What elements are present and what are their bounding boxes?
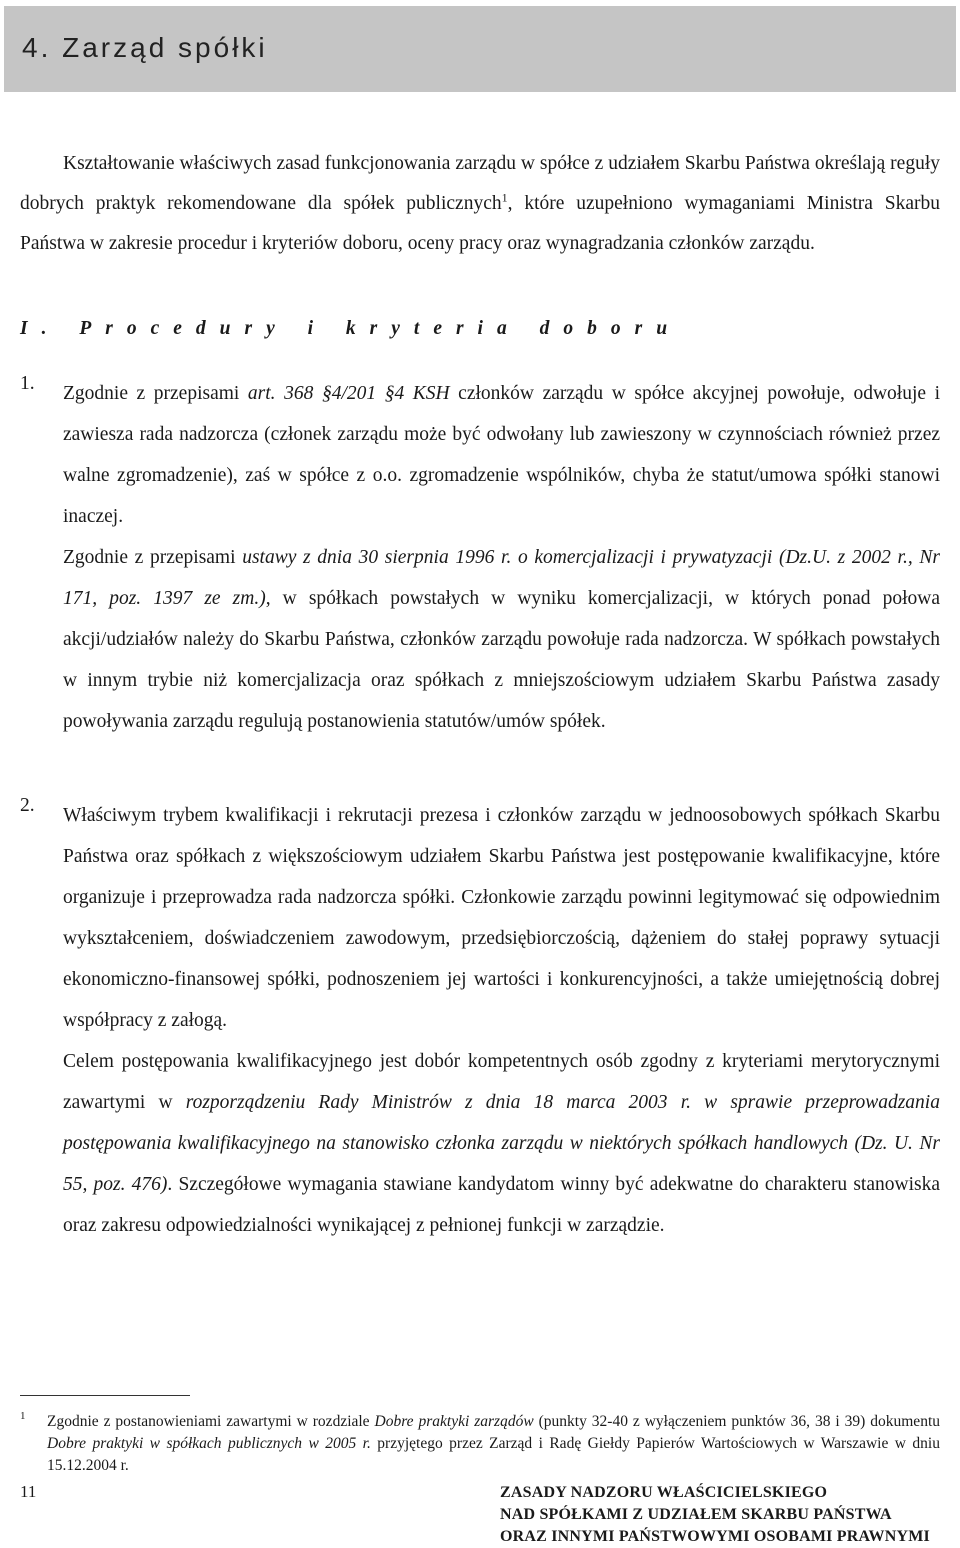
- numbered-item-2: [20, 795, 940, 1246]
- publication-title: [500, 1482, 950, 1548]
- legal-reference: rozporządzeniu Rady Ministrów z dnia 18 marca 2003 r. w sprawie przeprowadzania postępowania kwalifikacyjnego na stanowisko członka zarządu w niektórych spółkach handlowych (Dz. U. Nr 55, poz. 476): [63, 1092, 940, 1195]
- item-number: 2.: [20, 795, 35, 816]
- footnote: [20, 1411, 940, 1477]
- publication-line-1: ZASADY NADZORU WŁAŚCICIELSKIEGO: [500, 1484, 828, 1501]
- footnote-title-1: Dobre praktyki zarządów: [374, 1413, 534, 1430]
- footnote-text-a: Zgodnie z postanowieniami zawartymi w rozdziale: [47, 1413, 375, 1430]
- footnote-text-c: przyjętego przez Zarząd i Radę Giełdy Papierów Wartościowych w Warszawie w dniu 15.12.2004 r.: [47, 1435, 940, 1474]
- item1-paragraph-1: [63, 373, 940, 537]
- section-title: I. Procedury i kryteria doboru: [20, 318, 682, 339]
- legal-reference: ustawy z dnia 30 sierpnia 1996 r. o komercjalizacji i prywatyzacji (Dz.U. z 2002 r., Nr 171, poz. 1397 ze zm.): [63, 547, 940, 609]
- footnote-text-b: (punkty 32-40 z wyłączeniem punktów 36, 38 i 39) dokumentu: [533, 1413, 940, 1430]
- page-number: 11: [20, 1482, 37, 1501]
- item1-p1-text-a: Zgodnie z przepisami: [63, 383, 248, 404]
- item1-p2-text-a: Zgodnie z przepisami: [63, 547, 243, 568]
- intro-paragraph: [20, 144, 940, 264]
- publication-line-2: NAD SPÓŁKAMI Z UDZIAŁEM SKARBU PAŃSTWA: [500, 1506, 892, 1523]
- numbered-item-1: [20, 373, 940, 742]
- footnote-mark: 1: [20, 1410, 26, 1422]
- intro-text-a: Kształtowanie właściwych zasad funkcjonowania zarządu w spółce z udziałem Skarbu Państwa określają reguły dobrych praktyk rekomendowane dla spółek publicznych: [20, 153, 940, 214]
- publication-line-3: ORAZ INNYMI PAŃSTWOWYMI OSOBAMI PRAWNYMI: [500, 1528, 930, 1545]
- item2-paragraph-2: [63, 1041, 940, 1246]
- item2-p2-text-b: . Szczegółowe wymagania stawiane kandydatom winny być adekwatne do charakteru stanowiska oraz zakresu odpowiedzialności wynikającej z pełnionej funkcji w zarządzie.: [63, 1174, 940, 1236]
- footnote-title-2: Dobre praktyki w spółkach publicznych w 2005 r.: [47, 1435, 371, 1452]
- item-number: 1.: [20, 373, 35, 394]
- item2-paragraph-1: Właściwym trybem kwalifikacji i rekrutacji prezesa i członków zarządu w jednoosobowych spółkach Skarbu Państwa oraz spółkach z większościowym udziałem Skarbu Państwa jest postępowanie kwalifikacyjne, które organizuje i przeprowadza rada nadzorcza spółki. Członkowie zarządu powinni legitymować się odpowiednim wykształceniem, doświadczeniem zawodowym, przedsiębiorczością, dążeniem do stałej poprawy sytuacji ekonomiczno-finansowej spółki, podnoszeniem jej wartości i konkurencyjności, a także umiejętnością dobrej współpracy z załogą.: [63, 805, 940, 1031]
- footnote-divider: [20, 1395, 190, 1396]
- item1-paragraph-2: [63, 537, 940, 742]
- chapter-heading-bar: [4, 6, 956, 92]
- intro-text-b: , które uzupełniono wymaganiami Ministra Skarbu Państwa w zakresie procedur i kryteriów doboru, oceny pracy oraz wynagradzania członków zarządu.: [20, 193, 940, 254]
- item1-p1-text-b: członków zarządu w spółce akcyjnej powołuje, odwołuje i zawiesza rada nadzorcza (członek zarządu może być odwołany lub zawieszony w czynnościach również przez walne zgromadzenie), zaś w spółce z o.o. zgromadzenie wspólników, chyba że statut/umowa spółki stanowi inaczej.: [63, 383, 941, 527]
- footnote-ref[interactable]: 1: [501, 190, 508, 205]
- legal-reference: art. 368 §4/201 §4 KSH: [247, 383, 450, 404]
- item1-p2-text-b: , w spółkach powstałych w wyniku komercjalizacji, w których ponad połowa akcji/udziałów należy do Skarbu Państwa, członków zarządu powołuje rada nadzorcza. W spółkach powstałych w innym trybie niż komercjalizacja oraz spółkach z mniejszościowym udziałem Skarbu Państwa zasady powoływania zarządu regulują postanowienia statutów/umów spółek.: [63, 588, 941, 732]
- chapter-heading: 4. Zarząd spółki: [22, 32, 268, 63]
- item2-p2-text-a: Celem postępowania kwalifikacyjnego jest dobór kompetentnych osób zgodny z kryteriami merytorycznymi zawartymi w: [63, 1051, 940, 1113]
